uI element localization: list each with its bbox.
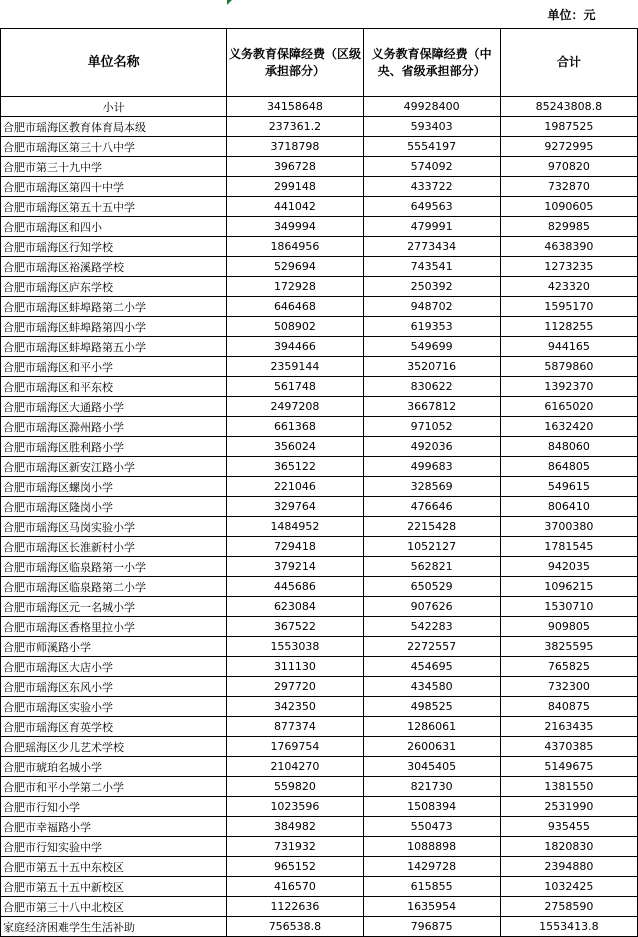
total-cell: 2394880 — [500, 857, 637, 877]
unit-name-cell: 合肥市瑶海区胜利路小学 — [1, 437, 227, 457]
unit-name-cell: 合肥市瑶海区大通路小学 — [1, 397, 227, 417]
central-cell: 1508394 — [363, 797, 500, 817]
total-cell: 2163435 — [500, 717, 637, 737]
table-row — [1, 557, 638, 577]
district-cell: 646468 — [227, 297, 363, 317]
table-row — [1, 777, 638, 797]
central-cell: 2272557 — [363, 637, 500, 657]
total-cell: 1820830 — [500, 837, 637, 857]
district-cell: 3718798 — [227, 137, 363, 157]
central-cell: 5554197 — [363, 137, 500, 157]
unit-name-cell: 合肥市瑶海区大店小学 — [1, 657, 227, 677]
district-cell: 365122 — [227, 457, 363, 477]
unit-name-cell: 合肥市瑶海区长淮新村小学 — [1, 537, 227, 557]
subtotal-district: 34158648 — [227, 97, 363, 117]
unit-name-cell: 合肥市瑶海区行知学校 — [1, 237, 227, 257]
table-row — [1, 617, 638, 637]
central-cell: 907626 — [363, 597, 500, 617]
district-cell: 508902 — [227, 317, 363, 337]
total-cell: 1096215 — [500, 577, 637, 597]
central-cell: 250392 — [363, 277, 500, 297]
central-cell: 498525 — [363, 697, 500, 717]
district-cell: 349994 — [227, 217, 363, 237]
unit-name-cell: 合肥市瑶海区育英学校 — [1, 717, 227, 737]
table-row — [1, 697, 638, 717]
total-cell: 1032425 — [500, 877, 637, 897]
unit-name-cell: 合肥市瑶海区第五十五中学 — [1, 197, 227, 217]
district-cell: 356024 — [227, 437, 363, 457]
unit-name-cell: 合肥市瑶海区和平小学 — [1, 357, 227, 377]
district-cell: 561748 — [227, 377, 363, 397]
total-cell: 944165 — [500, 337, 637, 357]
central-cell: 743541 — [363, 257, 500, 277]
unit-name-cell: 合肥市瑶海区东风小学 — [1, 677, 227, 697]
central-cell: 549699 — [363, 337, 500, 357]
table-row — [1, 517, 638, 537]
district-cell: 329764 — [227, 497, 363, 517]
table-row — [1, 877, 638, 897]
unit-name-cell: 合肥瑶海区少儿艺术学校 — [1, 737, 227, 757]
table-row — [1, 417, 638, 437]
total-cell: 3825595 — [500, 637, 637, 657]
unit-name-cell: 合肥市瑶海区滁州路小学 — [1, 417, 227, 437]
unit-name-cell: 家庭经济困难学生生活补助 — [1, 917, 227, 937]
central-cell: 615855 — [363, 877, 500, 897]
unit-name-cell: 合肥市瑶海区和平东校 — [1, 377, 227, 397]
table-row — [1, 597, 638, 617]
district-cell: 1864956 — [227, 237, 363, 257]
table-row — [1, 117, 638, 137]
central-cell: 1088898 — [363, 837, 500, 857]
total-cell: 864805 — [500, 457, 637, 477]
district-cell: 661368 — [227, 417, 363, 437]
table-row — [1, 737, 638, 757]
unit-name-cell: 合肥市幸福路小学 — [1, 817, 227, 837]
subtotal-total: 85243808.8 — [500, 97, 637, 117]
table-row — [1, 177, 638, 197]
unit-name-cell: 合肥市行知小学 — [1, 797, 227, 817]
district-cell: 172928 — [227, 277, 363, 297]
district-cell: 441042 — [227, 197, 363, 217]
total-cell: 942035 — [500, 557, 637, 577]
total-cell: 5879860 — [500, 357, 637, 377]
header-district-funding: 义务教育保障经费（区级承担部分） — [227, 29, 363, 97]
header-central-funding: 义务教育保障经费（中央、省级承担部分） — [363, 29, 500, 97]
header-total: 合计 — [500, 29, 637, 97]
unit-name-cell: 合肥市瑶海区第四十中学 — [1, 177, 227, 197]
subtotal-row — [1, 97, 638, 117]
table-row — [1, 717, 638, 737]
total-cell: 829985 — [500, 217, 637, 237]
district-cell: 1484952 — [227, 517, 363, 537]
total-cell: 1632420 — [500, 417, 637, 437]
table-row — [1, 577, 638, 597]
central-cell: 328569 — [363, 477, 500, 497]
total-cell: 806410 — [500, 497, 637, 517]
total-cell: 549615 — [500, 477, 637, 497]
central-cell: 593403 — [363, 117, 500, 137]
district-cell: 416570 — [227, 877, 363, 897]
district-cell: 1553038 — [227, 637, 363, 657]
total-cell: 2531990 — [500, 797, 637, 817]
district-cell: 445686 — [227, 577, 363, 597]
central-cell: 1429728 — [363, 857, 500, 877]
total-cell: 935455 — [500, 817, 637, 837]
district-cell: 384982 — [227, 817, 363, 837]
district-cell: 529694 — [227, 257, 363, 277]
district-cell: 1023596 — [227, 797, 363, 817]
cell-indicator-icon — [227, 0, 232, 5]
table-row — [1, 157, 638, 177]
unit-name-cell: 合肥市瑶海区隆岗小学 — [1, 497, 227, 517]
table-row — [1, 857, 638, 877]
district-cell: 311130 — [227, 657, 363, 677]
district-cell: 379214 — [227, 557, 363, 577]
central-cell: 499683 — [363, 457, 500, 477]
unit-name-cell: 合肥市瑶海区蚌埠路第四小学 — [1, 317, 227, 337]
unit-name-cell: 合肥市第三十八中北校区 — [1, 897, 227, 917]
district-cell: 1769754 — [227, 737, 363, 757]
unit-name-cell: 合肥市瑶海区新安江路小学 — [1, 457, 227, 477]
unit-name-cell: 合肥市瑶海区裕溪路学校 — [1, 257, 227, 277]
district-cell: 2497208 — [227, 397, 363, 417]
total-cell: 4638390 — [500, 237, 637, 257]
central-cell: 433722 — [363, 177, 500, 197]
central-cell: 542283 — [363, 617, 500, 637]
table-row — [1, 537, 638, 557]
central-cell: 649563 — [363, 197, 500, 217]
table-row — [1, 277, 638, 297]
unit-name-cell: 合肥市师溪路小学 — [1, 637, 227, 657]
selected-cell-corner — [227, 0, 363, 29]
table-row — [1, 797, 638, 817]
central-cell: 1286061 — [363, 717, 500, 737]
table-row — [1, 257, 638, 277]
total-cell: 1530710 — [500, 597, 637, 617]
central-cell: 1635954 — [363, 897, 500, 917]
table-row — [1, 637, 638, 657]
table-row — [1, 437, 638, 457]
table-row — [1, 297, 638, 317]
unit-name-cell: 合肥市第三十九中学 — [1, 157, 227, 177]
total-cell: 1781545 — [500, 537, 637, 557]
unit-name-cell: 合肥市瑶海区元一名城小学 — [1, 597, 227, 617]
table-row — [1, 237, 638, 257]
total-cell: 1381550 — [500, 777, 637, 797]
total-cell: 6165020 — [500, 397, 637, 417]
central-cell: 2600631 — [363, 737, 500, 757]
central-cell: 454695 — [363, 657, 500, 677]
unit-name-cell: 合肥市瑶海区和四小 — [1, 217, 227, 237]
total-cell: 732300 — [500, 677, 637, 697]
total-cell: 909805 — [500, 617, 637, 637]
total-cell: 4370385 — [500, 737, 637, 757]
unit-name-cell: 合肥市瑶海区螺岗小学 — [1, 477, 227, 497]
total-cell: 848060 — [500, 437, 637, 457]
district-cell: 396728 — [227, 157, 363, 177]
unit-name-cell: 合肥市瑶海区马岗实验小学 — [1, 517, 227, 537]
central-cell: 971052 — [363, 417, 500, 437]
central-cell: 434580 — [363, 677, 500, 697]
total-cell: 840875 — [500, 697, 637, 717]
unit-name-cell: 合肥市瑶海区实验小学 — [1, 697, 227, 717]
central-cell: 796875 — [363, 917, 500, 937]
table-row — [1, 337, 638, 357]
total-cell: 3700380 — [500, 517, 637, 537]
unit-label: 单位：元 — [547, 7, 596, 22]
table-row — [1, 317, 638, 337]
central-cell: 574092 — [363, 157, 500, 177]
table-row — [1, 917, 638, 937]
total-cell: 1090605 — [500, 197, 637, 217]
unit-name-cell: 合肥市瑶海区香格里拉小学 — [1, 617, 227, 637]
central-cell: 830622 — [363, 377, 500, 397]
table-row — [1, 457, 638, 477]
table-row — [1, 897, 638, 917]
central-cell: 3520716 — [363, 357, 500, 377]
unit-name-cell: 合肥市瑶海区教育体育局本级 — [1, 117, 227, 137]
table-row — [1, 477, 638, 497]
total-cell: 765825 — [500, 657, 637, 677]
table-row — [1, 397, 638, 417]
district-cell: 965152 — [227, 857, 363, 877]
total-cell: 732870 — [500, 177, 637, 197]
unit-row — [1, 0, 638, 29]
unit-name-cell: 合肥市第五十五中新校区 — [1, 877, 227, 897]
table-row — [1, 217, 638, 237]
unit-name-cell: 合肥市瑶海区蚌埠路第二小学 — [1, 297, 227, 317]
central-cell: 650529 — [363, 577, 500, 597]
district-cell: 2104270 — [227, 757, 363, 777]
table-row — [1, 377, 638, 397]
table-row — [1, 357, 638, 377]
central-cell: 550473 — [363, 817, 500, 837]
district-cell: 221046 — [227, 477, 363, 497]
central-cell: 2215428 — [363, 517, 500, 537]
central-cell: 948702 — [363, 297, 500, 317]
central-cell: 3045405 — [363, 757, 500, 777]
district-cell: 756538.8 — [227, 917, 363, 937]
unit-name-cell: 合肥市和平小学第二小学 — [1, 777, 227, 797]
central-cell: 1052127 — [363, 537, 500, 557]
district-cell: 2359144 — [227, 357, 363, 377]
district-cell: 299148 — [227, 177, 363, 197]
total-cell: 9272995 — [500, 137, 637, 157]
unit-name-cell: 合肥市瑶海区临泉路第二小学 — [1, 577, 227, 597]
table-row — [1, 657, 638, 677]
central-cell: 821730 — [363, 777, 500, 797]
total-cell: 1392370 — [500, 377, 637, 397]
table-row — [1, 197, 638, 217]
table-row — [1, 817, 638, 837]
central-cell: 3667812 — [363, 397, 500, 417]
table-row — [1, 677, 638, 697]
total-cell: 1273235 — [500, 257, 637, 277]
central-cell: 476646 — [363, 497, 500, 517]
table-row — [1, 137, 638, 157]
total-cell: 2758590 — [500, 897, 637, 917]
district-cell: 394466 — [227, 337, 363, 357]
table-row — [1, 837, 638, 857]
total-cell: 1553413.8 — [500, 917, 637, 937]
header-unit-name: 单位名称 — [1, 29, 227, 97]
central-cell: 479991 — [363, 217, 500, 237]
district-cell: 729418 — [227, 537, 363, 557]
unit-name-cell: 合肥市行知实验中学 — [1, 837, 227, 857]
central-cell: 2773434 — [363, 237, 500, 257]
unit-name-cell: 合肥市瑶海区蚌埠路第五小学 — [1, 337, 227, 357]
district-cell: 623084 — [227, 597, 363, 617]
table-row — [1, 497, 638, 517]
district-cell: 342350 — [227, 697, 363, 717]
district-cell: 297720 — [227, 677, 363, 697]
central-cell: 562821 — [363, 557, 500, 577]
total-cell: 1595170 — [500, 297, 637, 317]
total-cell: 5149675 — [500, 757, 637, 777]
district-cell: 877374 — [227, 717, 363, 737]
total-cell: 970820 — [500, 157, 637, 177]
header-row — [1, 29, 638, 97]
unit-name-cell: 合肥市瑶海区庐东学校 — [1, 277, 227, 297]
central-cell: 492036 — [363, 437, 500, 457]
blank-cell — [1, 0, 227, 29]
total-cell: 1128255 — [500, 317, 637, 337]
district-cell: 367522 — [227, 617, 363, 637]
district-cell: 1122636 — [227, 897, 363, 917]
subtotal-label: 小计 — [1, 97, 227, 117]
district-cell: 237361.2 — [227, 117, 363, 137]
total-cell: 1987525 — [500, 117, 637, 137]
total-cell: 423320 — [500, 277, 637, 297]
unit-name-cell: 合肥市瑶海区临泉路第一小学 — [1, 557, 227, 577]
unit-name-cell: 合肥市第五十五中东校区 — [1, 857, 227, 877]
district-cell: 731932 — [227, 837, 363, 857]
subtotal-central: 49928400 — [363, 97, 500, 117]
unit-name-cell: 合肥市琥珀名城小学 — [1, 757, 227, 777]
central-cell: 619353 — [363, 317, 500, 337]
unit-name-cell: 合肥市瑶海区第三十八中学 — [1, 137, 227, 157]
district-cell: 559820 — [227, 777, 363, 797]
table-row — [1, 757, 638, 777]
